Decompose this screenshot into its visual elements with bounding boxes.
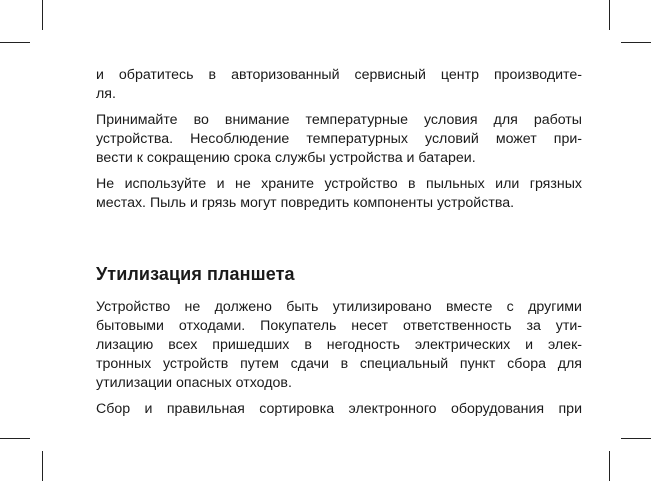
text-line: Устройство не должено быть утилизировано вместе с другими	[96, 299, 582, 315]
paragraph-dust	[96, 175, 582, 213]
text-line: и обратитесь в авторизованный сервисный центр производите-	[96, 67, 582, 83]
text-line: тронных устройств путем сдачи в специальный пункт сбора для	[96, 356, 582, 372]
text-line: Не используйте и не храните устройство в пыльных или грязных	[96, 176, 582, 192]
crop-mark-bottom-right-horizontal	[621, 438, 651, 439]
crop-mark-bottom-right-vertical	[609, 451, 610, 481]
crop-mark-top-left-horizontal	[0, 42, 30, 43]
paragraph-collection	[96, 400, 582, 419]
paragraph-temperature	[96, 111, 582, 168]
text-line: ля.	[96, 86, 116, 102]
crop-mark-bottom-left-vertical	[42, 451, 43, 481]
text-line: местах. Пыль и грязь могут повредить компоненты устройства.	[96, 195, 515, 211]
text-line: Принимайте во внимание температурные условия для работы	[96, 112, 582, 128]
crop-mark-top-right-horizontal	[621, 42, 651, 43]
text-line: вести к сокращению срока службы устройства и батареи.	[96, 150, 476, 166]
paragraph-service-center	[96, 66, 582, 104]
crop-mark-bottom-left-horizontal	[0, 438, 30, 439]
crop-mark-top-right-vertical	[609, 0, 610, 30]
text-line: Сбор и правильная сортировка электронного оборудования при	[96, 401, 582, 417]
paragraph-disposal	[96, 298, 582, 393]
text-line: бытовыми отходами. Покупатель несет ответственность за ути-	[96, 318, 582, 334]
page-content	[96, 66, 582, 426]
section-heading: Утилизация планшета	[96, 264, 295, 284]
text-line: утилизации опасных отходов.	[96, 375, 292, 391]
text-line: лизацию всех пришедших в негодность электрических и элек-	[96, 337, 582, 353]
text-line: устройства. Несоблюдение температурных условий может при-	[96, 131, 582, 147]
crop-mark-top-left-vertical	[42, 0, 43, 30]
